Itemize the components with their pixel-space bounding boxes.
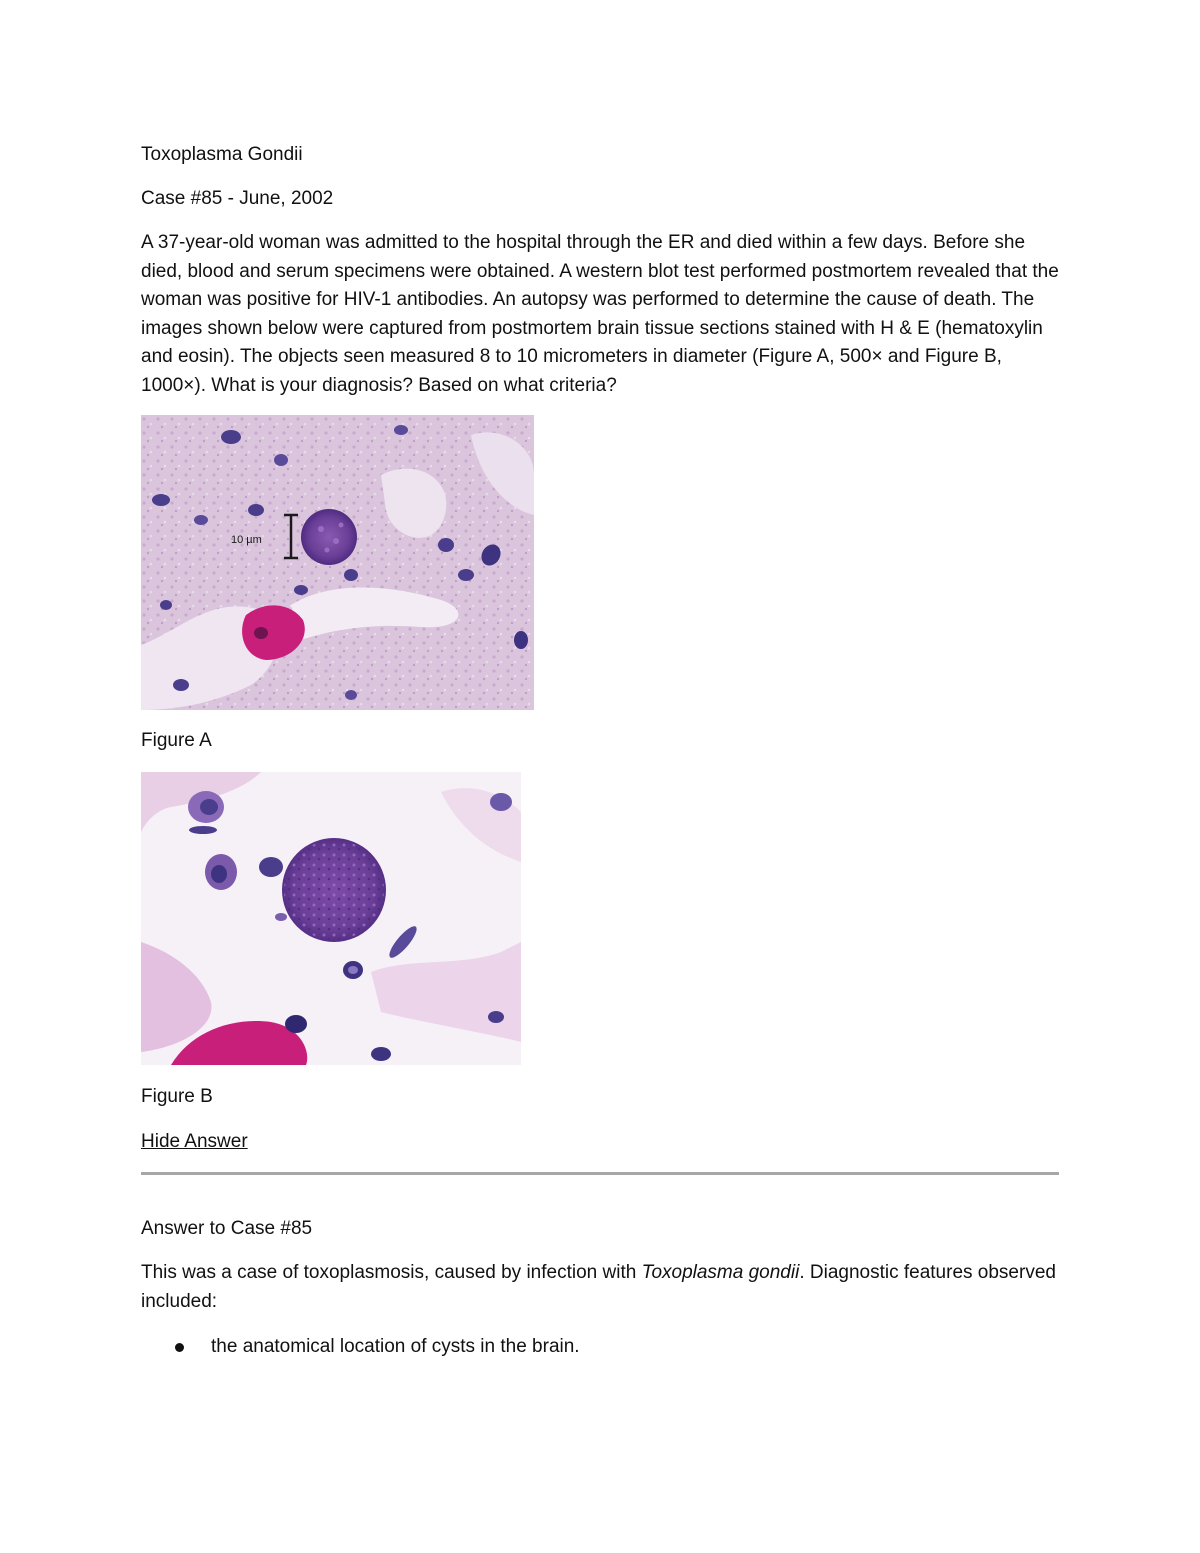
figure-a-image	[141, 415, 534, 710]
hide-answer-link[interactable]: Hide Answer	[141, 1131, 248, 1152]
answer-text-after: . Diagnostic features observed included:	[141, 1262, 1056, 1312]
document-title: Toxoplasma Gondii	[141, 144, 303, 165]
figure-b-caption: Figure B	[141, 1086, 213, 1107]
figure-b-micrograph	[141, 772, 521, 1065]
answer-divider	[141, 1172, 1059, 1175]
feature-text: the anatomical location of cysts in the brain.	[211, 1336, 580, 1357]
answer-heading: Answer to Case #85	[141, 1218, 313, 1239]
figure-a-micrograph	[141, 415, 534, 710]
figure-a-scale-label: 10 µm	[231, 534, 262, 546]
document-page	[141, 0, 1059, 1553]
list-item	[141, 1333, 1059, 1362]
figure-a-caption: Figure A	[141, 730, 212, 751]
answer-text-before: This was a case of toxoplasmosis, caused by infection with	[141, 1262, 642, 1283]
figure-b-image	[141, 772, 521, 1065]
diagnostic-features-list	[141, 1333, 1059, 1362]
organism-name: Toxoplasma gondii	[641, 1262, 800, 1283]
case-number-date: Case #85 - June, 2002	[141, 188, 334, 209]
case-description: A 37-year-old woman was admitted to the hospital through the ER and died within a few days. Before she died, blood and serum specimens were obtained. A western blot test performed postmortem revealed that the woman was positive for HIV-1 antibodies. An autopsy was performed to determine the cause of death. The images shown below were captured from postmortem brain tissue sections stained with H & E (hematoxylin and eosin). The objects seen measured 8 to 10 micrometers in diameter (Figure A, 500× and Figure B, 1000×). What is your diagnosis? Based on what criteria?	[141, 232, 1059, 396]
bullet-icon	[175, 1343, 184, 1352]
answer-text	[141, 1259, 1059, 1316]
